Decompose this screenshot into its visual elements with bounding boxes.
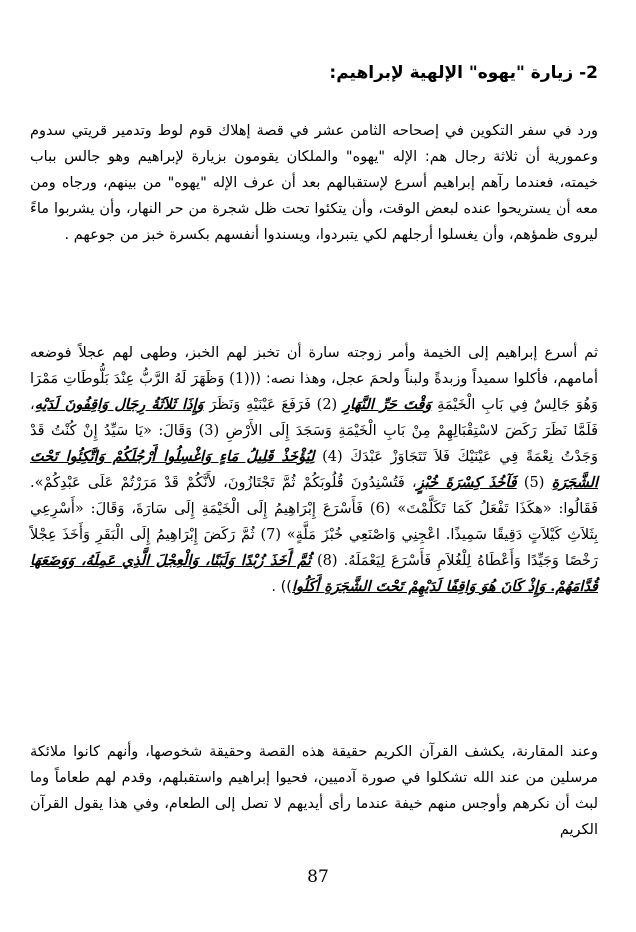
quote-text: ، فَلَمَّا نَظَرَ رَكَضَ لاسْتِقْبَالِهِمْ مِنْ بَابِ الْخَيْمَةِ وَسَجَدَ إِلَى الأَرْضِ (3) وَقَالَ: «يَا سَيِّدُ إِنْ كُنْتُ قَدْ وَجَدْتُ نِعْمَةً فِي عَيْنَيْكَ فَلاَ تَتَجَاوَزْ عَبْدَكَ (4) — [30, 397, 598, 465]
emphasized-quote: وَإِذَا ثَلاَثَةُ رِجَال وَاقِفُونَ لَدَيْهِ — [34, 396, 204, 413]
comparison-paragraph: وعند المقارنة، يكشف القرآن الكريم حقيقة هذه القصة وحقيقة شخوصها، وأنهم كانوا ملائكة مرسلين من عند الله تشكلوا في صورة آدميين، فحيوا إبراهيم واستقبلهم، وقدم لهم طعاماً وما لبث أن نكرهم وأوجس منهم خيفة عندما رأى أيديهم لا تصل إلى الطعام، وفي هذا يقول القرآن الكريم — [30, 744, 598, 838]
quote-text: (2) فَرَفَعَ عَيْنَيْهِ وَنَظَرَ — [203, 397, 343, 413]
page-number: 87 — [307, 867, 329, 887]
quote-text: (1) وَظَهَرَ لَهُ الرَّبُّ عِنْدَ بَلُّوطَاتِ مَمْرَا وَهُوَ جَالِسٌ فِي بَابِ الْخَيْمَةِ — [30, 371, 598, 413]
intro-paragraph: ورد في سفر التكوين في إصحاحه الثامن عشر في قصة إهلاك قوم لوط وتدمير قريتي سدوم وعمورية أن ثلاثة رجال هم: الإله "يهوه" والملكان يقومون بزيارة لإبراهيم وهو جالس بباب خيمته، فعندما رآهم إبراهيم أسرع لإستقبالهم بعد أن عرف الإله "يهوه" من بينهم، ورجاه ومن معه أن يستريحوا عنده لبعض الوقت، وأن يتكئوا تحت ظل شجرة من حر النهار، وأن يشربوا ماءً ليروى ظمؤهم، وأن يغسلوا أرجلهم لكي يتبردوا، ويسندوا أنفسهم بكسرة خبز من جوعهم . — [30, 123, 598, 243]
quotation-paragraph — [30, 340, 598, 600]
quote-closing: )) . — [271, 579, 292, 595]
emphasized-quote: ثُمَّ أَخَذَ زُبْدًا وَلَبَنًا، وَالْعِجْلَ الَّذِي عَمِلَهُ، وَوَضَعَهَا قُدَّامَهُمْ. وَإِذْ كَانَ هُوَ وَاقِفًا لَدَيْهِمْ تَحْتَ الشَّجَرَةِ أَكَلُوا — [30, 552, 598, 595]
emphasized-quote: فَآخُذَ كِسْرَةَ خُبْزٍ — [416, 474, 517, 491]
section-heading: 2- زيارة "يهوه" الإلهية لإبراهيم: — [329, 63, 598, 83]
emphasized-quote: لِيُؤْخَذْ قَلِيلُ مَاءٍ وَاغْسِلُوا أَرْجُلَكُمْ وَاتَّكِئُوا تَحْتَ الشَّجَرَةِ — [30, 448, 598, 491]
quote-intro-text: ثم أسرع إبراهيم إلى الخيمة وأمر زوجته سارة أن تخبز لهم الخبز، وطهى لهم عجلاً فوضعه أمامهم، فأكلوا سميداً وزبدةً ولبناً ولحمَ عجل، وهذا نصه: (( — [30, 345, 598, 387]
emphasized-quote: وَقْتَ حَرِّ النَّهَارِ — [342, 396, 432, 413]
quote-text: ، فَتُسْنِدُونَ قُلُوبَكُمْ ثُمَّ تَجْتَازُونَ، لأَنَّكُمْ قَدْ مَرَرْتُمْ عَلَى عَبْدِكُمْ». فَقَالُوا: «هكَذَا تَفْعَلُ كَمَا تَكَلَّمْتَ» (6) فَأَسْرَعَ إِبْرَاهِيمُ إِلَى الْخَيْمَةِ إِلَى سَارَةَ، وَقَالَ: «أَسْرِعِي بِثَلاَثِ كَيْلاَتٍ دَقِيقًا سَمِيذًا. اعْجِنِي وَاصْنَعِي خُبْزَ مَلَّةٍ» (7) ثُمَّ رَكَضَ إِبْرَاهِيمُ إِلَى الْبَقَرِ وَأَخَذَ عِجْلاً رَخْصًا وَجَيِّدًا وَأَعْطَاهُ لِلْغُلاَمِ فَأَسْرَعَ لِيَعْمَلَهُ. (8) — [30, 475, 598, 569]
quote-text: (5) — [516, 475, 552, 491]
